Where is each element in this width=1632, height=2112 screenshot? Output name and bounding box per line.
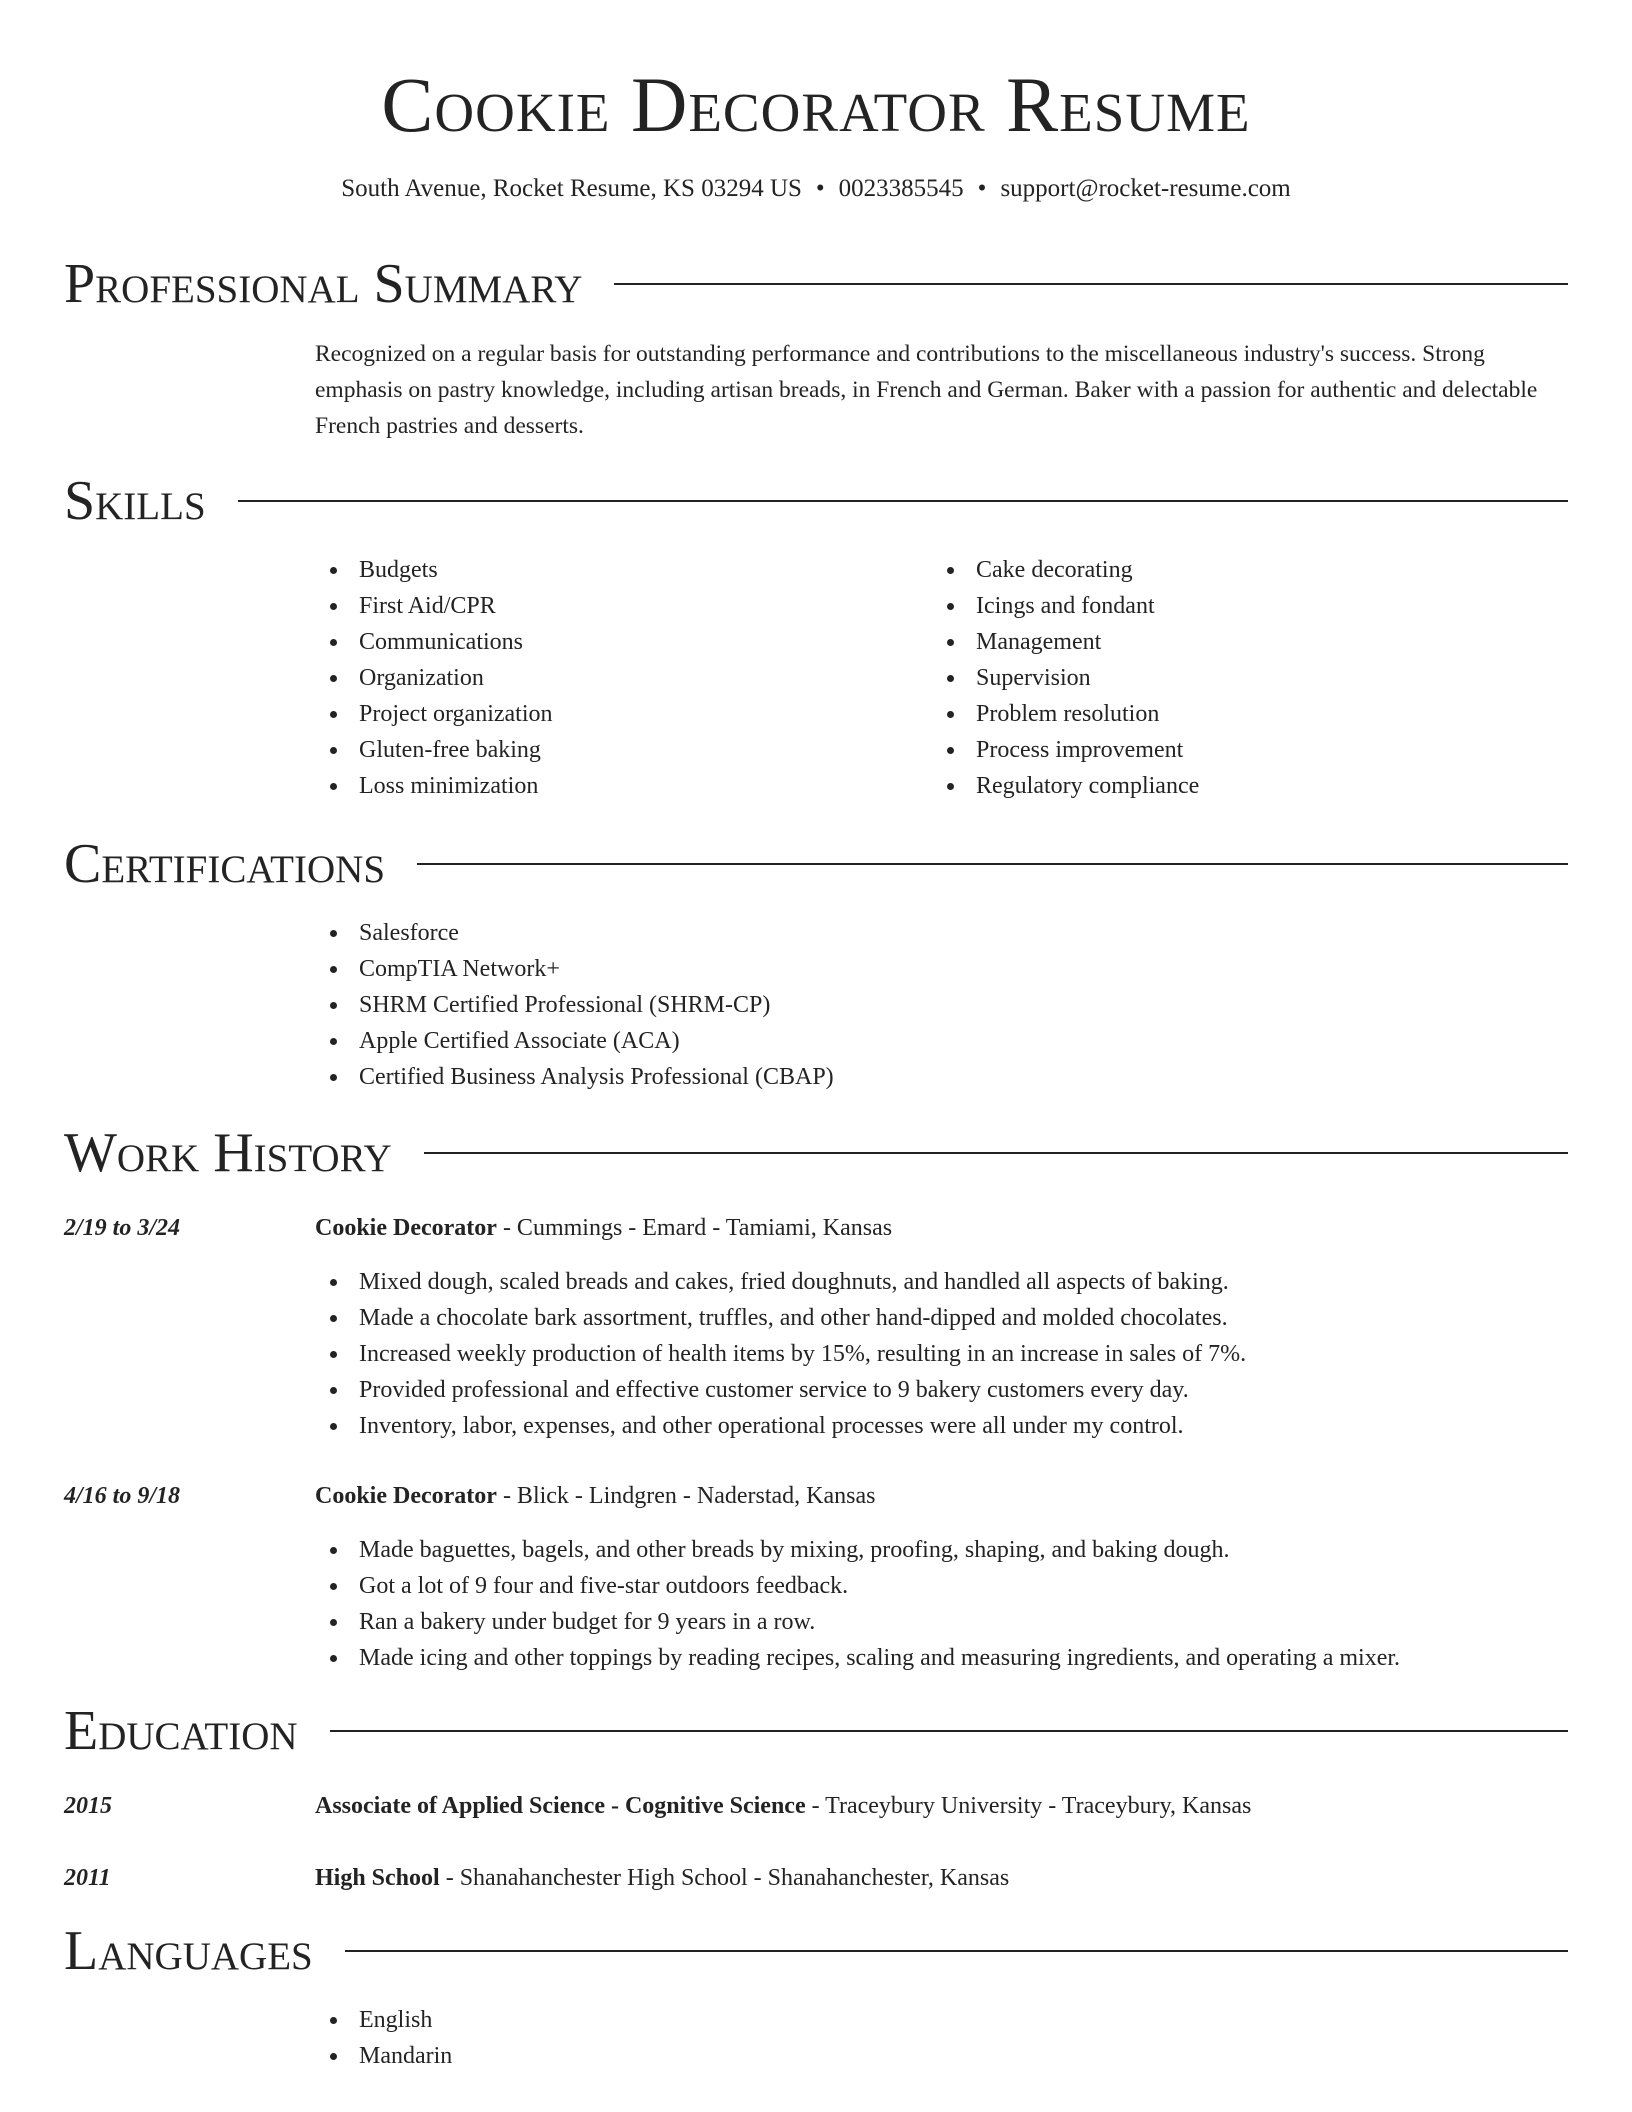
skill-item: Loss minimization	[315, 768, 932, 804]
job-details: - Blick - Lindgren - Naderstad, Kansas	[496, 1483, 876, 1509]
skill-item: Icings and fondant	[932, 588, 1549, 624]
certification-item: Certified Business Analysis Professional (CBAP)	[315, 1059, 1568, 1095]
job-bullet: Ran a bakery under budget for 9 years in a row.	[315, 1604, 1568, 1640]
job-dates: 2/19 to 3/24	[64, 1215, 181, 1241]
job-heading	[315, 1210, 892, 1246]
certifications-section-header	[64, 833, 1568, 895]
education-entry	[315, 1788, 1251, 1824]
skills-list	[315, 552, 1568, 804]
skill-item: Project organization	[315, 696, 932, 732]
job-bullet: Got a lot of 9 four and five-star outdoors feedback.	[315, 1568, 1568, 1604]
education-year: 2015	[64, 1793, 112, 1819]
summary-heading: Professional Summary	[64, 253, 583, 315]
skills-column-right	[932, 552, 1549, 804]
job-bullet: Increased weekly production of health items by 15%, resulting in an increase in sales of 7%.	[315, 1336, 1568, 1372]
job-bullets	[315, 1532, 1568, 1676]
education-details: - Shanahanchester High School - Shanahanchester, Kansas	[439, 1865, 1010, 1891]
skills-section-header	[64, 470, 1568, 532]
skill-item: Gluten-free baking	[315, 732, 932, 768]
job-title: Cookie Decorator	[315, 1483, 497, 1509]
skills-heading: Skills	[64, 470, 206, 532]
section-divider	[238, 500, 1568, 502]
job-bullet: Mixed dough, scaled breads and cakes, fried doughnuts, and handled all aspects of baking.	[315, 1264, 1568, 1300]
contact-address: South Avenue, Rocket Resume, KS 03294 US	[341, 175, 802, 202]
job-bullet: Made icing and other toppings by reading recipes, scaling and measuring ingredients, and operating a mixer.	[315, 1640, 1568, 1676]
contact-separator: •	[977, 175, 987, 202]
certifications-list	[315, 915, 1568, 1095]
languages-list	[315, 2002, 1568, 2074]
skill-item: Process improvement	[932, 732, 1549, 768]
work-history-section-header	[64, 1122, 1568, 1184]
skill-item: Management	[932, 624, 1549, 660]
education-entry	[315, 1860, 1009, 1896]
job-bullet: Inventory, labor, expenses, and other operational processes were all under my control.	[315, 1408, 1568, 1444]
section-divider	[614, 283, 1568, 285]
skill-item: Communications	[315, 624, 932, 660]
certification-item: CompTIA Network+	[315, 951, 1568, 987]
job-bullet: Made a chocolate bark assortment, truffles, and other hand-dipped and molded chocolates.	[315, 1300, 1568, 1336]
contact-email: support@rocket-resume.com	[1000, 175, 1291, 202]
job-bullet: Provided professional and effective customer service to 9 bakery customers every day.	[315, 1372, 1568, 1408]
work-history-heading: Work History	[64, 1122, 392, 1184]
job-title: Cookie Decorator	[315, 1215, 497, 1241]
summary-section-header	[64, 253, 1568, 315]
skill-item: Budgets	[315, 552, 932, 588]
certification-item: Salesforce	[315, 915, 1568, 951]
resume-title: Cookie Decorator Resume	[381, 61, 1251, 148]
education-details: - Traceybury University - Traceybury, Kansas	[805, 1793, 1252, 1819]
job-dates: 4/16 to 9/18	[64, 1483, 181, 1509]
skills-column-left	[315, 552, 932, 804]
contact-separator: •	[815, 175, 825, 202]
skill-item: Cake decorating	[932, 552, 1549, 588]
contact-phone: 0023385545	[838, 175, 964, 202]
education-degree: Associate of Applied Science - Cognitive Science	[315, 1793, 806, 1819]
languages-heading: Languages	[64, 1920, 313, 1982]
skill-item: Supervision	[932, 660, 1549, 696]
language-item: Mandarin	[315, 2038, 1568, 2074]
section-divider	[424, 1152, 1568, 1154]
skill-item: First Aid/CPR	[315, 588, 932, 624]
job-bullets	[315, 1264, 1568, 1444]
education-degree: High School	[315, 1865, 440, 1891]
certifications-heading: Certifications	[64, 833, 386, 895]
job-bullet: Made baguettes, bagels, and other breads by mixing, proofing, shaping, and baking dough.	[315, 1532, 1568, 1568]
section-divider	[417, 863, 1568, 865]
education-year: 2011	[64, 1865, 111, 1891]
section-divider	[345, 1950, 1568, 1952]
contact-line	[64, 172, 1568, 206]
certification-item: SHRM Certified Professional (SHRM-CP)	[315, 987, 1568, 1023]
job-details: - Cummings - Emard - Tamiami, Kansas	[496, 1215, 893, 1241]
certification-item: Apple Certified Associate (ACA)	[315, 1023, 1568, 1059]
job-heading	[315, 1478, 876, 1514]
skill-item: Regulatory compliance	[932, 768, 1549, 804]
language-item: English	[315, 2002, 1568, 2038]
summary-text: Recognized on a regular basis for outstanding performance and contributions to the miscellaneous industry's success. Strong emphasis on pastry knowledge, including artisan breads, in French and German. Baker with a passion for authentic and delectable French pastries and desserts.	[315, 341, 1538, 439]
skill-item: Problem resolution	[932, 696, 1549, 732]
section-divider	[330, 1730, 1568, 1732]
education-section-header	[64, 1700, 1568, 1762]
skill-item: Organization	[315, 660, 932, 696]
education-heading: Education	[64, 1700, 298, 1762]
languages-section-header	[64, 1920, 1568, 1982]
